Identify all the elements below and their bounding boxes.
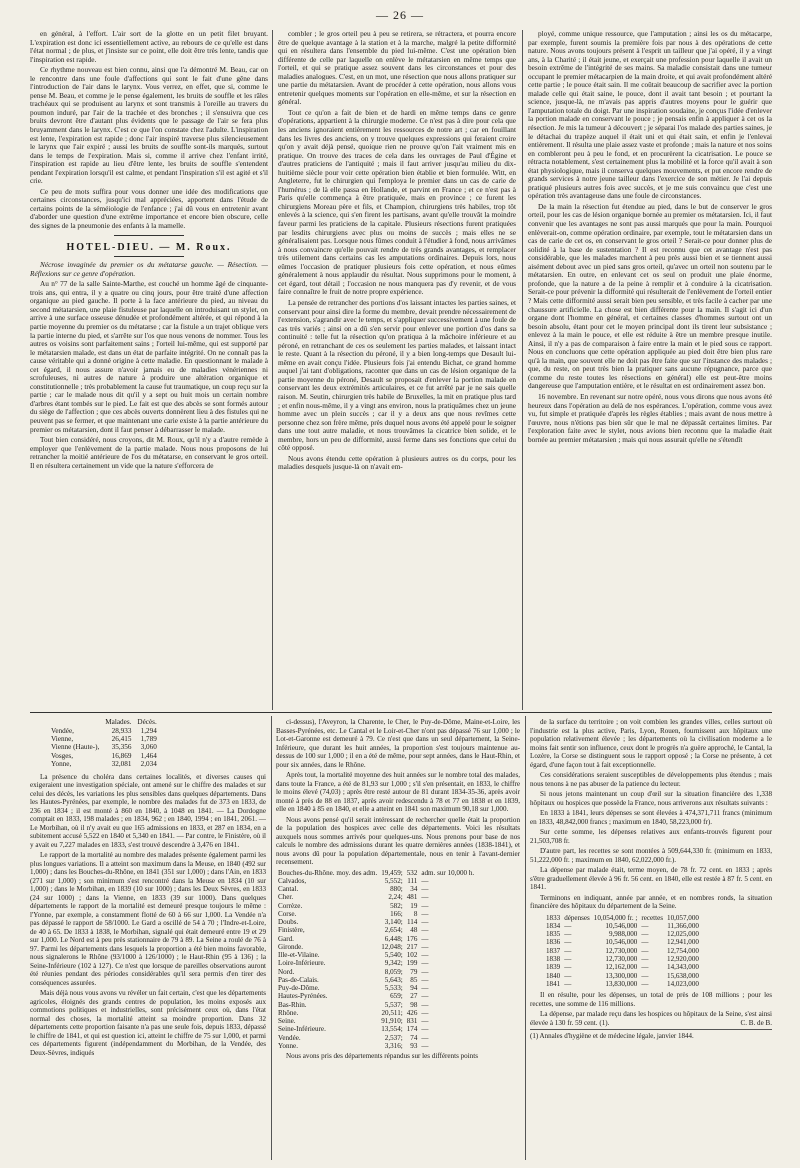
column-1 bbox=[30, 30, 268, 710]
article-title: HOTEL-DIEU. — M. Roux. bbox=[66, 241, 232, 253]
table-cell: — bbox=[564, 954, 572, 963]
paragraph: ci-dessus), l'Aveyron, la Charente, le Cher, le Puy-de-Dôme, Maine-et-Loire, les Basses-Pyrénées, etc. Le Cantal et le Loir-et-Cher n'ont pas dépassé 76 sur 1,000 ; le Lot-et-Garonne est demeuré à 79. Ce n'est que dans un seul département, la Seine-Inférieure, que durant les huit années, la proportion s'est toujours maintenue au-dessus de 100 sur 1,000 ; il en a été de même, pour sept années, dans le Haut-Rhin, et pour six années, dans le Rhône. bbox=[276, 718, 520, 769]
table-row bbox=[544, 930, 701, 938]
table-cell: — bbox=[641, 979, 649, 988]
paragraph: Après tout, la mortalité moyenne des huit années sur le nombre total des malades, dans toute la France, a été de 81,93 sur 1,000 ; s'il s'en présentait, en 1833, le chiffre le moins élevé (74,03) ; après être resté autour de 81 durant 1834-35-36, après avoir monté à près de 88 en 1837, après avoir redescendu à 78 et 77 en 1838 et en 1839, elle en 1840 à 85 en 1840, et elle a atteint en 1841 son maximum 90,18 sur 1,000. bbox=[276, 771, 520, 813]
table-cell: 35,356 bbox=[111, 743, 132, 752]
paragraph: Il en résulte, pour les dépenses, un total de près de 108 millions ; pour les recettes, une somme de 116 millions. bbox=[530, 991, 772, 1008]
table-row bbox=[276, 918, 476, 926]
table-cell: — bbox=[641, 971, 649, 980]
paragraph: Sur cette somme, les dépenses relatives aux enfants-trouvés figurent pour 21,503,708 fr. bbox=[530, 828, 772, 845]
table-cell: — bbox=[641, 954, 649, 963]
table-cell: 199 bbox=[406, 959, 418, 968]
table-cell: 74 bbox=[410, 1033, 418, 1042]
paragraph: Mais déjà nous vous avons vu révéler un fait certain, c'est que les départements agricoles, éloignés des grands centres de population, les moins exposés aux commotions politiques et industrielles, sont précisément ceux où, dans l'état normal des choses, la mortalité atteint sa moindre proportion. Dans 32 départements cette proportion faisante n'a pas une seule fois, depuis 1833, dépassé le chiffre de 1841, et qui est question ici, atteint le chiffre de 75 sur 1,000, et parmi ces départements figurent (indépendamment du Morbihan, de la Vendée, des Deux-Sèvres, indiqués bbox=[30, 989, 266, 1057]
table-cell: — bbox=[421, 992, 429, 1001]
table-cell: Vosges, bbox=[51, 751, 74, 760]
table-cell: 880; bbox=[390, 885, 403, 893]
table-row bbox=[544, 963, 701, 971]
table-row bbox=[276, 951, 476, 959]
bottom-column-3 bbox=[530, 718, 772, 1158]
table-cell: 8,059; bbox=[384, 967, 403, 976]
paragraph: Nous avons étendu cette opération à plusieurs autres os du corps, pour les maladies desquels jusque-là on n'avait em- bbox=[278, 453, 516, 472]
table-cell: 174 bbox=[406, 1025, 418, 1034]
table-cell: 9,342; bbox=[384, 959, 403, 968]
table-cell: — bbox=[421, 1008, 429, 1017]
table-cell: 32,081 bbox=[111, 760, 132, 769]
column-divider bbox=[522, 30, 523, 710]
paragraph: La présence du choléra dans certaines localités, et diverses causes qui exigeraient une investigation spéciale, ont amené sur le chiffre des malades et sur celui des décès, les variations les plus sensibles dans quelques départements. Dans les Hautes-Pyrénées, par exemple, le nombre des malades fut de 373 en 1833, de 236 en 1834 ; il est monté à 860 en 1840, à 1048 en 1841. — La Dordogne comptait en 1833, 198 malades ; en 1834, 962 ; en 1840, 1994 ; en 1841, 2061. — Le Morbihan, où il n'y avait eu que 165 admissions en 1833, et 287 en 1834, en a subitement accusé 5,522 en 1840 et 5,340 en 1841. — Par contre, le Finistère, où il y avait eu 7,227 malades en 1833, s'est trouvé descendre à 3,476 en 1841. bbox=[30, 772, 266, 849]
table-row bbox=[276, 1009, 476, 1017]
table-cell: — bbox=[421, 918, 429, 926]
table-cell: Finistère, bbox=[278, 926, 305, 935]
table-cell: 20,511; bbox=[381, 1008, 403, 1017]
table-row bbox=[544, 922, 701, 930]
table-cell: Gard. bbox=[278, 934, 294, 943]
table-cell: Cher. bbox=[278, 893, 294, 902]
table-cell: — bbox=[641, 946, 649, 955]
section-divider bbox=[30, 712, 772, 713]
paragraph: Ces considérations seraient susceptibles de développements plus étendus ; mais nous tenons à ne pas abuser de la patience du lecteur. bbox=[530, 771, 772, 788]
table-cell: Pas-de-Calais. bbox=[278, 975, 319, 984]
table-cell: 1837 bbox=[546, 946, 561, 955]
column-divider bbox=[525, 716, 526, 1160]
paragraph: combler ; le gros orteil peu à peu se retirera, se rétractera, et pourra encore être de quelque avantage à la station et à la marche, malgré la petite difformité qui en résultera dans l'ensemble du pied lui-même. C'est une opération bien différente de celle par laquelle on enlève le métatarsien en même temps que l'orteil, et qui se pratique assez souvent dans les circonstances et pour des maladies analogues. C'est, en un mot, une résection que nous allons pratiquer sur une partie du métatarsien. Avant de procéder à cette opération, nous allons vous entretenir quelques moments sur l'opération en elle-même, et sur la résection en général. bbox=[278, 30, 516, 107]
table-cell: 11,366,000 bbox=[667, 921, 699, 930]
table-cell: — bbox=[641, 921, 649, 930]
table-cell: Loire-Inférieure. bbox=[278, 959, 326, 968]
bottom-column-1 bbox=[30, 718, 266, 1158]
table-row bbox=[276, 1042, 476, 1050]
table-cell: 2,24; bbox=[388, 893, 403, 902]
table-cell: 1,789 bbox=[140, 734, 157, 743]
table-cell: Vienne (Haute-), bbox=[51, 743, 100, 752]
table-cell: — bbox=[421, 951, 429, 959]
table-cell: Rhône. bbox=[278, 1008, 299, 1017]
table-cell: 12,048; bbox=[381, 942, 403, 951]
table-cell: 12,025,000 bbox=[667, 930, 699, 939]
table-cell: Yonne. bbox=[278, 1041, 298, 1050]
table-cell: 5,552; bbox=[384, 876, 403, 885]
table-cell: Gironde. bbox=[278, 942, 304, 951]
table-row bbox=[276, 976, 476, 984]
table-row bbox=[544, 955, 701, 963]
table-cell: Doubs. bbox=[278, 918, 299, 926]
table-row bbox=[276, 926, 476, 934]
paragraph: Ce peu de mots suffira pour vous donner une idée des modifications que certaines circonstances, jusqu'ici mal appréciées, apportent dans l'étude de certains points de la séméiologie de l'enfance ; j'ai dû vous en entretenir avant d'aborder une question d'une extrême importance et encore bien obscure, celle des signes de la pneumonie des enfants à la mamelle. bbox=[30, 186, 268, 231]
table-cell: — bbox=[641, 938, 649, 947]
table-cell: 1,294 bbox=[140, 726, 157, 735]
table-cell: Seine. bbox=[278, 1017, 296, 1025]
paragraph bbox=[530, 1010, 772, 1027]
table-cell: 9,988,000 bbox=[608, 930, 638, 939]
footnote: (1) Annales d'hygiène et de médecine légale, janvier 1844. bbox=[530, 1029, 772, 1041]
table-cell: 10,054,000 fr. ; bbox=[593, 913, 638, 922]
table-cell: — bbox=[421, 926, 429, 935]
table-row bbox=[276, 869, 476, 877]
table-cell: Cantal. bbox=[278, 885, 299, 893]
paragraph: Nous avons pris des départements répandus sur les différents points bbox=[286, 1052, 478, 1060]
table-cell: 48 bbox=[410, 926, 418, 935]
table-cell: — bbox=[421, 1000, 429, 1009]
paragraph: Au n° 77 de la salle Sainte-Marthe, est couché un homme âgé de cinquante-trois ans, qui entra, il y a quatre ou cinq jours, pour être traité d'une affection organique au pied gauche. Il porte à la face antérieure du pied, au niveau du second métatarsien, une plaie fistuleuse par laquelle on introduisant un stylet, on arrive à une surface osseuse dénudée et profondément altérée, et qui répond à la partie moyenne du premier os du métatarse ; car la fistule a un trajet oblique vers la partie interne du pied, et s'arrête sur l'os que nous venons de nommer. Tous les autres os voisins sont parfaitement sains ; l'orteil lui-même, qui est supporté par le métatarsien malade, est dans un état de parfaite intégrité. On ne connaît pas la cause véritable qui a donné origine à cette maladie. En questionnant le malade à cet égard, il nous assure n'avoir jamais eu de maladies vénériennes ni scrofuleuses, ni autres de nature à produire une altération organique et constitutionnelle ; très probablement la cause fut traumatique, un coup reçu sur la partie ; car le malade nous dit qu'il y a sept ou huit mois un certain nombre d'arbres étant tombés sur le pied. Le fait est que des abcès se sont formés autour du siège de l'affection ; que ces abcès ouverts donnèrent lieu à des fistules qui ne peuvent pas se fermer, et que maintenant une carie existe à la partie antérieure du premier os métatarsien, dont il faut penser à débarrasser le malade. bbox=[30, 279, 268, 434]
table-cell: 5,533; bbox=[384, 984, 403, 992]
table-cell: Vendée. bbox=[278, 1033, 301, 1042]
table-cell: — bbox=[421, 942, 429, 951]
table-cell: 12,920,000 bbox=[667, 954, 699, 963]
table-cell: — bbox=[564, 921, 572, 930]
table-row bbox=[276, 968, 476, 976]
table-cell: — bbox=[564, 971, 572, 980]
table-cell: 14,343,000 bbox=[667, 963, 699, 972]
table-cell: 5,643; bbox=[384, 975, 403, 984]
article-subtitle: Nécrose invaginée du premier os du métatarse gauche. — Résection. — Réflexions sur ce genre d'opération. bbox=[30, 260, 268, 278]
table-cell: 34 bbox=[410, 885, 418, 893]
table-cell: — bbox=[641, 930, 649, 939]
table-cell: 12,730,000 bbox=[605, 954, 638, 963]
paragraph-text: La dépense, par malade reçu dans les hospices ou hôpitaux de la Seine, s'est ainsi élevée à 130 fr. 59 cent. (1). bbox=[530, 1010, 772, 1027]
table-cell: Bas-Rhin. bbox=[278, 1000, 307, 1009]
table-cell: — bbox=[421, 975, 429, 984]
table-cell: 14,023,000 bbox=[667, 979, 699, 988]
paragraph: Terminons en indiquant, année par année, et en nombres ronds, la situation financière des hôpitaux du département de la Seine. bbox=[530, 893, 772, 910]
table-cell: 79 bbox=[410, 967, 418, 976]
paragraph: La pensée de retrancher des portions d'os laissant intactes les parties saines, et conservant pour ainsi dire la forme du membre, devait prendre nécessairement de l'extension, s'agrandir avec le temps, et s'appliquer successivement à une foule de cas très variés ; ainsi on a dû s'en servir pour enlever une portion d'os dans sa continuité : telle fut la résection qu'on pratiqua à la mâchoire inférieure et au péroné, en retranchant de ces os seulement les parties malades, et laissant intact le reste. Quant à la résection du péroné, il y a bien long-temps que Desault lui-même en avait conçu l'idée. Plusieurs fois j'ai entendu Bichat, ce grand homme auquel j'ai tant d'obligations, raconter que dans un cas de lésion organique de la partie moyenne du péroné, Desault se proposait d'enlever la portion malade en conservant les deux extrémités articulaires, et ce fut arrêté par je ne sais quelle raison. M. Seutin, chirurgien très habile de Bruxelles, la mit en pratique plus tard ; et enfin nous-même, il y a vingt ans environ, nous la pratiquâmes chez un jeune homme avec un plein succès ; car il y a deux ans que nous revîmes cette personne chez son frère même, près duquel nous avons été appelé pour le soigner dans une tout autre maladie, et nous trouvâmes la cicatrice bien solide, et le membre, hors un peu de difformité, aussi ferme dans ses fonctions que celui du côté opposé. bbox=[278, 297, 516, 453]
table-cell: — bbox=[421, 876, 429, 885]
table-cell: 98 bbox=[410, 1000, 418, 1009]
table-cell: — bbox=[421, 901, 429, 910]
table-cell: 1840 bbox=[546, 971, 561, 980]
table-cell: 10,546,000 bbox=[605, 938, 638, 947]
table-cell: 426 bbox=[406, 1008, 418, 1017]
paragraph: Le rapport de la mortalité au nombre des malades présente également parmi les plus longues variations. Il a atteint son maximum dans la Meuse, en 1840 (492 sur 1,000) ; dans les Bouches-du-Rhône, en 1841 (351 sur 1,000) ; dans l'Ain, en 1833 (271 sur 1,000) ; son minimum s'est rencontré dans la Meuse en 1834 (10 sur 1,000) ; dans le Morbihan, en 1839 (10 sur 1000) ; dans les Deux Sèvres, en 1833 (24 sur 1000) ; dans la Vienne, en 1833 (39 sur 1000). Dans quelques départements le rapport de la mortalité est demeuré presque toujours le même : l'Yonne, par exemple, a constamment flotté de 60 à 66 sur 1,000. La Vendée n'a pas dépassé le rapport de 58/1000. Le Gard a oscillé de 54 à 70 ; l'Indre-et-Loire, de 40 à 65. De 1833 à 1838, le Morbihan, signalé qui était demeuré entre 19 et 29 sur 1,000. Le Nord est à peu près stationnaire de 79 à 89. La Seine a roulé de 76 à 97. Parmi les départements dans lesquels la proportion a été bien moins favorable, nous signalerons le Rhône (93/1000 à 126/1000) ; le Haut-Rhin (95 à 136) ; la Seine-Inférieure (102 à 127). Ce n'est que lorsque de pareilles observations auront été réunies pendant des périodes considérables qu'il sera permis d'en tirer des conséquences assurées. bbox=[30, 851, 266, 987]
table-cell: Nord. bbox=[278, 967, 295, 976]
table-cell: 111 bbox=[407, 876, 418, 885]
table-cell: 12,730,000 bbox=[605, 946, 638, 955]
table-cell: 1836 bbox=[546, 938, 561, 947]
table-cell: dépenses bbox=[564, 913, 590, 922]
table-cell: 1,464 bbox=[140, 751, 157, 760]
table-header: Malades. bbox=[105, 718, 132, 726]
table-cell: — bbox=[421, 984, 429, 992]
table-cell: 12,754,000 bbox=[667, 946, 699, 955]
paragraph: Tout bien considéré, nous croyons, dit M. Roux, qu'il n'y a d'autre remède à employer que l'enlèvement de la partie malade. Nous nous proposons de lui retrancher la moitié antérieure de l'os du métatarse, en conservant le gros orteil. Il en résultera certainement un vide que la nature s'efforcera de bbox=[30, 435, 268, 470]
table-cell: 5,540; bbox=[384, 951, 403, 959]
table-cell: 176 bbox=[406, 934, 418, 943]
table-cell: — bbox=[421, 959, 429, 968]
table-cell: 217 bbox=[406, 942, 418, 951]
table-cell: — bbox=[564, 938, 572, 947]
table-cell: 12,162,000 bbox=[605, 963, 638, 972]
table-row bbox=[544, 938, 701, 946]
table-cell: 102 bbox=[406, 951, 418, 959]
paragraph: En 1833 à 1841, leurs dépenses se sont élevées à 474,371,711 francs (minimum en 1833, 48,842,000 francs ; maximum en 1840, 58,223,000 fr). bbox=[530, 809, 772, 826]
table-cell: Calvados, bbox=[278, 876, 307, 885]
paragraph: D'autre part, les recettes se sont montées à 509,644,330 fr. (minimum en 1833, 51,222,000 fr. ; maximum en 1840, 62,022,000 fr.). bbox=[530, 847, 772, 864]
paragraph: Nous avons pensé qu'il serait intéressant de rechercher quelle était la proportion de la population des hospices avec celle des départements. Voici les résultats auxquels nous sommes arrivés pour quelques-uns. Nous prenons pour base de nos calculs le nombre des admissions durant les quatre dernières années (1838-1841), et nous avons dû pour la population départementale, nous en tenir à l'avant-dernier recensement. bbox=[276, 815, 520, 866]
column-3 bbox=[528, 30, 772, 710]
table-cell: 6,448; bbox=[384, 934, 403, 943]
table-cell: 19 bbox=[410, 901, 418, 910]
mortality-table bbox=[48, 718, 160, 769]
table-cell: 481 bbox=[406, 893, 418, 902]
table-cell: Corse. bbox=[278, 909, 297, 918]
table-row bbox=[276, 885, 476, 893]
table-cell: 532 bbox=[406, 868, 418, 877]
table-cell: 8 bbox=[413, 909, 418, 918]
table-cell: Bouches-du-Rhône. moy. des adm. bbox=[278, 868, 378, 877]
paragraph: Tout ce qu'on a fait de bien et de hardi en même temps dans ce genre d'opérations, appartient à la chirurgie moderne. Ce n'est pas à dire pour cela que les anciens ignoraient entièrement les ressources de notre art ; car en fouillant dans les livres des anciens, on y trouve quelques expressions qui feraient croire qu'on y avait déjà pensé, quoique rien ne prouve qu'on l'ait vraiment mis en pratique. On trouve des traces de cela dans les ouvrages de Paul d'Égine et d'autres praticiens de l'antiquité ; mais il faut arriver jusqu'au milieu du dix-huitième siècle pour voir cette opération bien établie et bien formulée. Witt, en Angleterre, fut le chirurgien qui l'employa le premier dans un cas de carie de l'humérus ; de là elle passa en Hollande, et parvint en France ; et ce n'est pas à Paris qu'elle commença à être pratiquée, mais en province ; ce furent les chirurgiens Moreau père et fils, et Champion, chirurgiens très habiles, trop tôt enlevés à la science, qui s'en firent les partisans, avant qu'elle trouvât la moindre faveur parmi les praticiens de la capitale. Plusieurs résections furent pratiquées par lesdits chirurgiens avec plus ou moins de succès ; mais elles ne se généralisaient pas. Lorsque nous fûmes conduit à l'étudier à fond, nous arrivâmes à nous convaincre qu'elle pouvait rendre de très grands avantages, et remplacer très utilement dans certains cas les amputations ordinaires. Depuis lors, nous eûmes l'occasion de pratiquer plusieurs fois cette opération, et nous eûmes généralement à nous applaudir du résultat. Nous supprimons pour le moment, à cet égard, tout détail ; l'occasion ne nous manquera pas d'y revenir, et de vous faire connaître le fruit de notre propre expérience. bbox=[278, 107, 516, 297]
table-cell: 16,869 bbox=[111, 751, 132, 760]
paragraph: 16 novembre. En revenant sur notre opéré, nous vous dirons que nous avons été heureux dans l'opération au delà de nos espérances. L'opération, comme vous avez vu, fut simple et pratiquée d'après les règles établies ; mais avant de nous mettre à l'œuvre, nous n'étions pas bien sûr que le mal ne dépassât certaines limites. Par l'exploration faite avec le stylet, nous avions bien reconnu que la maladie était bornée au premier métatarsien ; mais qui nous assurait qu'elle ne s'étendît bbox=[528, 391, 772, 444]
table-cell: 27 bbox=[410, 992, 418, 1001]
table-cell: — bbox=[421, 1033, 429, 1042]
table-cell: — bbox=[421, 1025, 429, 1034]
table-cell: 13,300,000 bbox=[605, 971, 638, 980]
column-divider bbox=[272, 30, 273, 710]
table-row bbox=[48, 735, 160, 743]
table-cell: 10,057,000 bbox=[667, 913, 699, 922]
table-cell: Yonne, bbox=[51, 760, 72, 769]
paragraph: de la surface du territoire ; on voit combien les grandes villes, celles surtout où l'industrie est la plus active, Paris, Lyon, Rouen, fournissent aux hôpitaux une population relativement élevée ; les départements où la civilisation moderne a le moins fait sentir son influence, ceux dont le progrès n'a guère approché, le Cantal, la Lozère, la Corse se distinguent sous le rapport opposé ; la Corse ne présente, à cet égard, d'une façon tout à fait exceptionnelle. bbox=[530, 718, 772, 769]
table-cell: — bbox=[564, 963, 572, 972]
table-cell: 2,537; bbox=[384, 1033, 403, 1042]
table-row bbox=[544, 972, 701, 980]
table-cell: — bbox=[564, 946, 572, 955]
table-header bbox=[48, 718, 102, 727]
department-table bbox=[276, 869, 476, 1051]
paragraph: La dépense par malade était, terme moyen, de 78 fr. 72 cent. en 1833 ; après s'être graduellement élevée à 96 fr. 56 cent. en 1840, elle est restée à 87 fr. 5 cent. en 1841. bbox=[530, 866, 772, 891]
table-row bbox=[276, 992, 476, 1000]
table-row bbox=[48, 727, 160, 735]
table-cell: Ille-et-Vilaine. bbox=[278, 951, 320, 959]
column-divider bbox=[271, 716, 272, 1160]
table-cell: — bbox=[421, 893, 429, 902]
paragraph: en général, à l'effort. L'air sort de la glotte en un petit filet bruyant. L'expiration est donc ici essentiellement active, au rebours de ce qu'elle est dans l'état normal ; de plus, et j'insiste sur ce point, elle doit être très lente, tandis que l'inspiration est rapide. bbox=[30, 30, 268, 64]
table-cell: Vendée, bbox=[51, 726, 74, 735]
table-cell: 94 bbox=[410, 984, 418, 992]
table-cell: Vienne, bbox=[51, 734, 74, 743]
table-row bbox=[276, 943, 476, 951]
table-row bbox=[276, 893, 476, 901]
table-cell: 10,546,000 bbox=[605, 921, 638, 930]
table-row bbox=[276, 959, 476, 967]
table-cell: 93 bbox=[410, 1041, 418, 1050]
table-cell: recettes bbox=[641, 913, 664, 922]
table-cell: 2,654; bbox=[384, 926, 403, 935]
table-cell: Seine-Inférieure. bbox=[278, 1025, 326, 1034]
paragraph: Ce rhythme nouveau est bien connu, ainsi que l'a démontré M. Beau, car on le rencontre dans une foule d'affections qui sont le fait d'une gêne dans l'introduction de l'air dans le larynx. Vous verrez, en effet, que si, comme le pense M. Beau, et comme je le pense également, les bruits de souffle et les râles trachéaux qui se produisent au larynx et sont transmis à l'oreille au travers du poumon induré, par l'air de la trachée et des bronches ; il s'ensuivra que ces bruits devront être d'autant plus évidents que le passage de l'air se fera plus bruyamment dans le larynx. C'est ce que l'on constate chez l'adulte. L'inspiration est lente, l'expiration est rapide ; donc l'air inspiré traverse plus silencieusement le larynx que l'air expiré ; aussi les bruits de souffle sont-ils marqués, surtout dans le temps de l'expiration. Mais si, comme il arrive chez l'enfant irrité, l'inspiration est rapide au lieu d'être lente, les bruits de souffle s'entendent pendant l'expiration lorsqu'il est calme, et pendant l'inspiration s'il est agité et s'il crie. bbox=[30, 65, 268, 186]
table-header: Décès. bbox=[137, 718, 157, 726]
table-cell: — bbox=[641, 963, 649, 972]
table-row bbox=[276, 1034, 476, 1042]
table-cell: 1838 bbox=[546, 954, 561, 963]
signature: C. B. de B. bbox=[740, 1018, 772, 1027]
table-cell: 15,638,000 bbox=[667, 971, 699, 980]
table-cell: 28,933 bbox=[111, 726, 132, 735]
table-row bbox=[276, 1025, 476, 1033]
table-cell: — bbox=[421, 909, 429, 918]
table-row bbox=[48, 760, 160, 768]
table-cell: 26,415 bbox=[111, 734, 132, 743]
table-row bbox=[544, 980, 701, 988]
divider bbox=[114, 256, 184, 257]
table-cell: 13,830,000 bbox=[605, 979, 638, 988]
table-cell: 2,034 bbox=[140, 760, 157, 769]
table-cell: 85 bbox=[410, 975, 418, 984]
table-cell: 582; bbox=[390, 901, 403, 910]
table-row bbox=[276, 877, 476, 885]
table-cell: 166; bbox=[390, 909, 403, 918]
table-cell: — bbox=[421, 885, 429, 893]
table-cell: Hautes-Pyrénées. bbox=[278, 992, 328, 1001]
table-cell: 19,459; bbox=[381, 868, 403, 877]
table-row bbox=[48, 752, 160, 760]
table-row bbox=[544, 947, 701, 955]
table-row bbox=[48, 743, 160, 751]
table-cell: — bbox=[421, 934, 429, 943]
table-cell: 1834 bbox=[546, 921, 561, 930]
table-cell: 5,537; bbox=[384, 1000, 403, 1009]
table-row bbox=[544, 914, 701, 922]
table-cell: Corrèze. bbox=[278, 901, 303, 910]
table-cell: — bbox=[421, 967, 429, 976]
divider bbox=[114, 235, 184, 236]
paragraph: ployé, comme unique ressource, que l'amputation ; ainsi les os du métacarpe, par exemple, furent soumis la première fois par nous à des opérations de cette nature. Nous avons toujours présent à l'esprit un tailleur que j'ai opéré, il y a vingt ans, à la Charité ; il était jeune, et exerçait une profession pour laquelle il avait un besoin extrême de l'intégrité de ses mains. Sa maladie consistait dans une tumeur occupant le premier métacarpien de la main droite, et qui avait profondément altéré cette partie ; le pouce était sain. Il me coûtait beaucoup de sacrifier avec la portion malade celle qui était saine, le pouce, dont il avait tant besoin ; et pourtant la science, jusque-là, ne m'avais pas appris d'autres moyens pour le guérir que l'amputation totale du doigt. Par une inspiration soudaine, je conçus l'idée d'enlever la portion malade en conservant le pouce ; je pensais enfin à appliquer à cet os la résection. Je mis la tumeur à découvert ; je séparai l'os malade des parties saines, je le détachai du trapèze auquel il était uni et qui était sain, et enfin je l'enlevai entièrement. Il résulta une plaie assez vaste et profonde ; mais la nature et nos soins en combleront peu à peu le fond, et en procurèrent la cicatrisation. Le pouce se rétracta notablement, s'est certainement plus la mobilité et la force qu'il avait à son état physiologique, mais il conserva quelques mouvements, et put encore rendre de grands services à notre jeune tailleur dans l'exercice de son métier. Je l'ai depuis pratiqué plusieurs autres fois avec succès, et je me suis convaincu que c'est une opération très avantageuse dans une foule de circonstances. bbox=[528, 30, 772, 201]
table-row bbox=[276, 902, 476, 910]
table-row bbox=[276, 984, 476, 992]
column-2 bbox=[278, 30, 516, 710]
table-cell: 831 bbox=[406, 1017, 418, 1025]
table-cell: 1841 bbox=[546, 979, 561, 988]
table-cell: 13,554; bbox=[381, 1025, 403, 1034]
table-cell: 659; bbox=[390, 992, 403, 1001]
table-cell: Puy-de-Dôme. bbox=[278, 984, 320, 992]
table-cell: 3,060 bbox=[140, 743, 157, 752]
table-cell: — bbox=[564, 979, 572, 988]
table-cell: — bbox=[421, 1017, 429, 1025]
table-row bbox=[276, 1001, 476, 1009]
table-cell: 12,941,000 bbox=[667, 938, 699, 947]
table-cell: 114 bbox=[406, 918, 418, 926]
table-cell: adm. sur 10,000 h. bbox=[421, 868, 475, 877]
bottom-column-2 bbox=[276, 718, 520, 1158]
table-cell: — bbox=[564, 930, 572, 939]
table-cell: 3,140; bbox=[384, 918, 403, 926]
table-cell: 1839 bbox=[546, 963, 561, 972]
seine-finances-table bbox=[544, 914, 701, 989]
paragraph: De la main la résection fut étendue au pied, dans le but de conserver le gros orteil, pour les cas de lésion organique bornée au premier os métatarsien. Ici, il faut convenir que les avantages ne sont pas aussi marqués que pour la main. Pourquoi enlèverait-on, comme opération ordinaire, par exemple, tout le métatarsien dans un cas de carie de cet os, en conservant le gros orteil ? Serait-ce pour donner plus de solidité à la base de sustentation ? Il est reconnu que cet avantage n'est pas considérable, que les malades marchent à peu près aussi bien et se tiennent aussi aisément debout avec un pied sans gros orteil, qu'avec un orteil non soutenu par le métatarsien. En outre, en enlevant cet os seul on produit une plaie énorme, profonde, que la nature a de la peine à remplir et à conduire à la cicatrisation. Serait-ce pour prévenir la difformité qui résulterait de l'enlèvement de l'orteil entier ? Mais cette difformité aussi serait bien peu sensible, et très facile à cacher par une chaussure artificielle. La chose est bien différente pour la main. Il s'agit ici d'un organe dont l'homme en général, et certaines classes d'hommes surtout ont un besoin absolu, étant pour cet le moyen principal dont ils tirent leur subsistance ; enlevez à la main le pouce, et elle est réduite à être un membre presque inutile. Ainsi, il n'y a pas de comparaison à faire entre la main et le pied sous ce rapport. Nous en concluons que cette opération appliquée au pied doit être bien plus rare qu'à la main, que souvent elle ne doit pas être faite que sur l'instance des malades ; que, du reste, on peut très bien la pratiquer sans aucune répugnance, parce que (comme du reste toutes les résections en général) elle est peut-être moins dangereuse que l'amputation entière, et le résultat en est ordinairement assez bon. bbox=[528, 201, 772, 391]
table-cell: 1833 bbox=[546, 913, 561, 922]
page-number: — 26 — bbox=[376, 8, 424, 22]
table-cell: 3,316; bbox=[384, 1041, 403, 1050]
table-row bbox=[276, 935, 476, 943]
paragraph: Si nous jetons maintenant un coup d'œil sur la situation financière des 1,338 hôpitaux ou hospices que possède la France, nous arriverons aux résultats suivants : bbox=[530, 790, 772, 807]
table-row bbox=[276, 910, 476, 918]
table-cell: 91,910; bbox=[381, 1017, 403, 1025]
table-header-row bbox=[48, 718, 160, 727]
table-cell: 1835 bbox=[546, 930, 561, 939]
table-row bbox=[276, 1017, 476, 1025]
table-cell: — bbox=[421, 1041, 429, 1050]
